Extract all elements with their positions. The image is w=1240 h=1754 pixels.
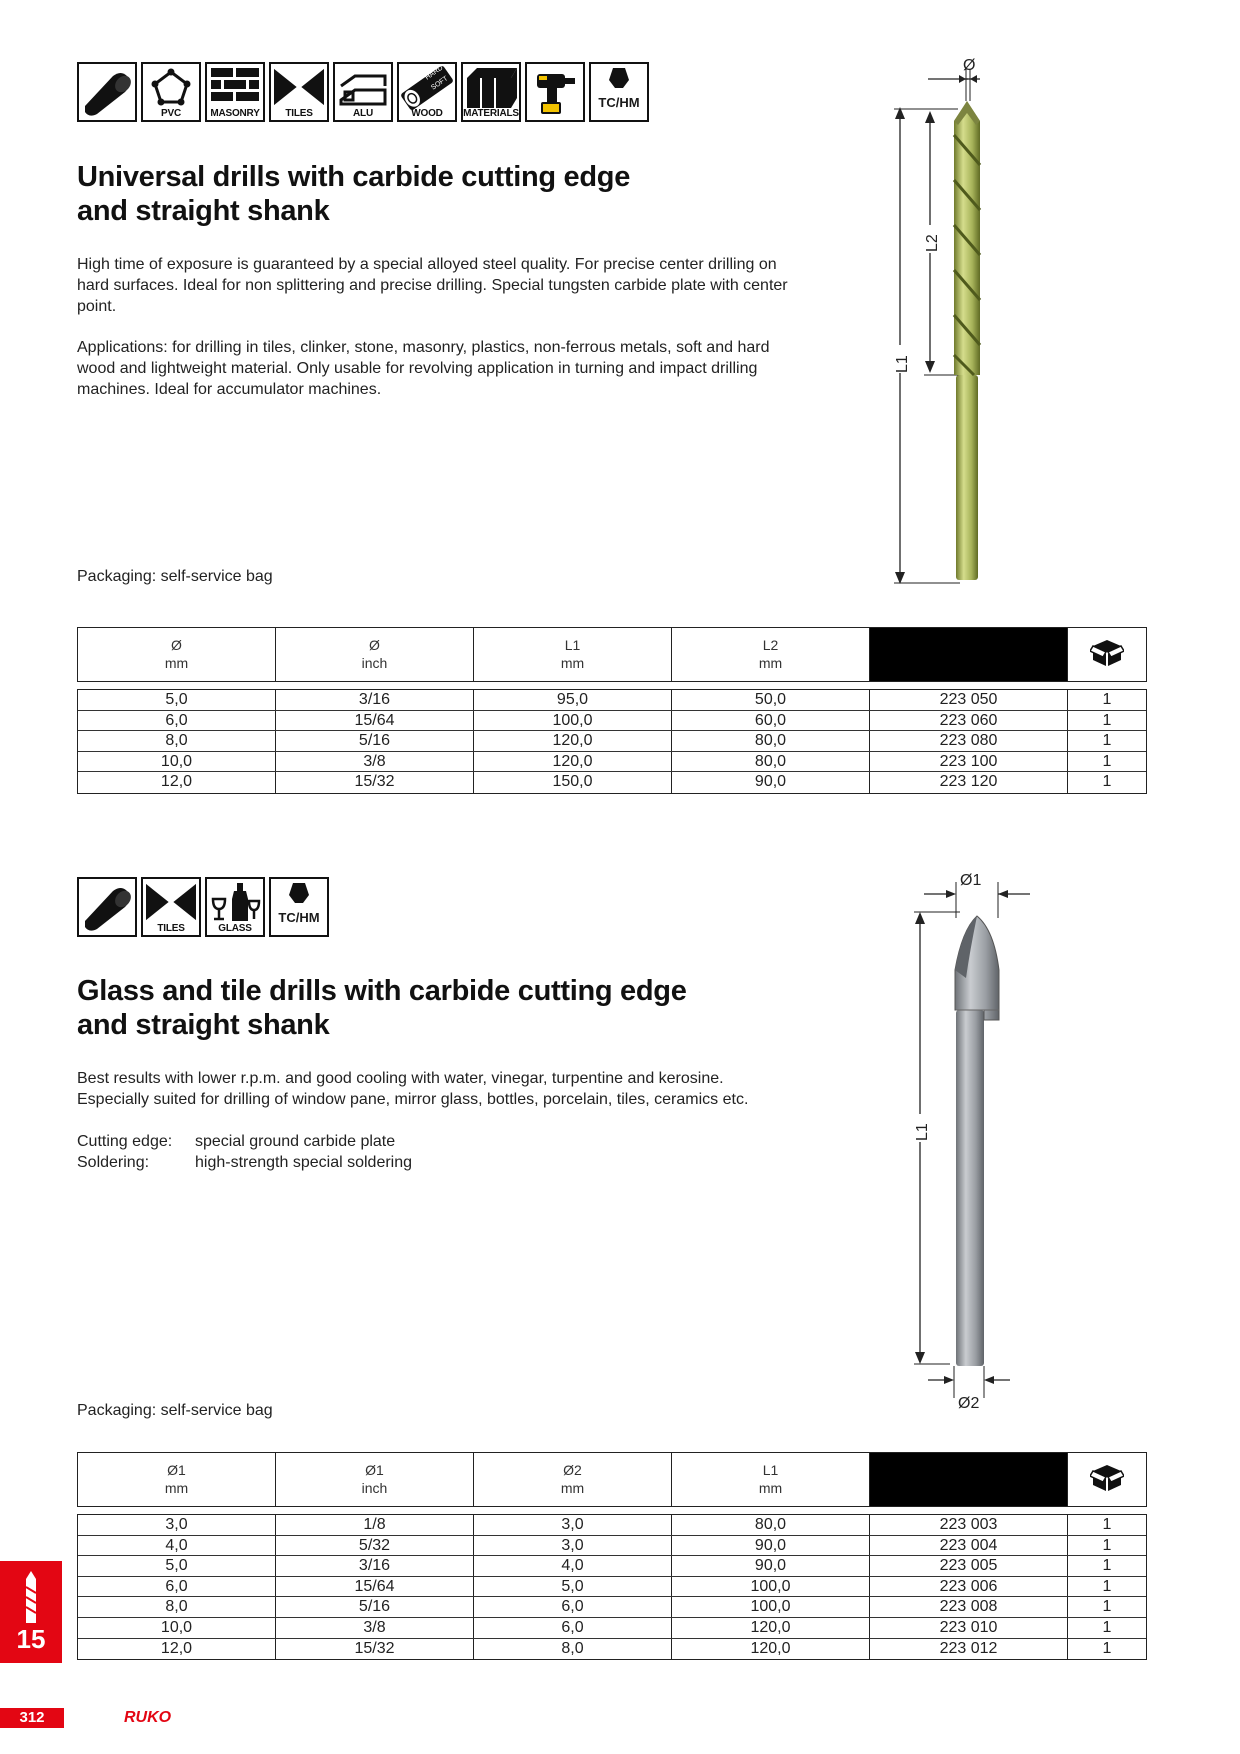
- table-cell: 90,0: [672, 1536, 870, 1556]
- tc-hm-icon: [589, 62, 649, 122]
- packaging-note: Packaging: self-service bag: [77, 1402, 273, 1419]
- svg-text:HARD: HARD: [424, 64, 445, 82]
- column-header: L1 mm: [474, 628, 672, 681]
- table-cell: 1: [1102, 1557, 1112, 1575]
- alu-icon: [333, 62, 393, 122]
- table-cell: 8,0: [78, 1597, 276, 1617]
- table-cell: 1: [1102, 1516, 1112, 1533]
- materials-label: MATERIALS: [463, 108, 519, 119]
- table-cell: 1/8: [276, 1515, 474, 1535]
- article-number-cell: 223 010: [870, 1618, 1068, 1638]
- spec-table-header-2: [77, 1452, 1147, 1507]
- table-row[interactable]: [78, 731, 1146, 752]
- table-cell: 150,0: [474, 772, 672, 793]
- table-cell: 5/32: [276, 1536, 474, 1556]
- title-line-1: Glass and tile drills with carbide cutting edge: [77, 975, 687, 1007]
- cordless-drill-icon: [525, 62, 585, 122]
- table-cell: 6,0: [474, 1597, 672, 1617]
- applications-paragraph: Applications: for drilling in tiles, clinker, stone, masonry, plastics, non-ferrous metals, soft and hard wood and lightweight material. Only usable for revolving application in turning and impact drilling machines. Ideal for accumulator machines.: [77, 339, 770, 398]
- package-quantity-header: [1068, 1453, 1146, 1506]
- masonry-icon: [205, 62, 265, 122]
- table-row[interactable]: [78, 1618, 1146, 1639]
- soldering-label: Soldering:: [77, 1154, 150, 1171]
- table-cell: 10,0: [78, 752, 276, 772]
- table-cell: 3/8: [276, 1618, 474, 1638]
- table-cell: 100,0: [474, 711, 672, 731]
- table-cell: 1: [1102, 773, 1112, 791]
- brand-logo: RUKO: [124, 1709, 172, 1726]
- soldering-value: high-strength special soldering: [195, 1154, 413, 1171]
- table-cell: 6,0: [78, 711, 276, 731]
- table-cell: 3/16: [276, 1556, 474, 1576]
- tiles-icon: [141, 877, 201, 937]
- table-cell: 95,0: [474, 690, 672, 710]
- table-row[interactable]: [78, 1515, 1146, 1536]
- section-title-glass-tile: [77, 974, 687, 1042]
- article-number-header: [870, 1453, 1068, 1506]
- table-cell: 10,0: [78, 1618, 276, 1638]
- table-row[interactable]: [78, 772, 1146, 793]
- package-box-icon: [1090, 1463, 1124, 1493]
- page-number: 312: [0, 1708, 64, 1728]
- wood-label: WOOD: [411, 108, 443, 119]
- wood-icon: [397, 62, 457, 122]
- table-cell: 5,0: [474, 1577, 672, 1597]
- dim-diameter2-label: Ø2: [958, 1395, 980, 1412]
- column-header: Ø inch: [276, 628, 474, 681]
- materials-icon: [461, 62, 521, 122]
- tc-hm-icon: [269, 877, 329, 937]
- table-cell: 6,0: [78, 1577, 276, 1597]
- table-cell: 1: [1102, 691, 1112, 708]
- metal-rod-icon: [77, 62, 137, 122]
- article-number-cell: 223 060: [870, 711, 1068, 731]
- description-paragraph: Best results with lower r.p.m. and good cooling with water, vinegar, turpentine and kerosine. Especially suited for drilling of window pane, mirror glass, bottles, porcelain, tiles, ceramics etc.: [77, 1070, 749, 1108]
- table-cell: 3,0: [474, 1536, 672, 1556]
- alu-label: ALU: [353, 108, 373, 119]
- svg-text:SOFT: SOFT: [430, 75, 450, 92]
- drill-bit-icon: [20, 1569, 42, 1627]
- chapter-number: 15: [16, 1624, 46, 1654]
- table-row[interactable]: [78, 1597, 1146, 1618]
- table-cell: 15/64: [276, 1577, 474, 1597]
- article-number-cell: 223 005: [870, 1556, 1068, 1576]
- table-cell: 120,0: [474, 731, 672, 751]
- column-header: Ø1 mm: [78, 1453, 276, 1506]
- dim-l1-label: L1: [894, 355, 911, 373]
- title-line-2: and straight shank: [77, 1009, 330, 1041]
- table-cell: 4,0: [474, 1556, 672, 1576]
- title-line-2: and straight shank: [77, 195, 330, 227]
- table-cell: 1: [1102, 711, 1112, 729]
- article-number-cell: 223 080: [870, 731, 1068, 751]
- table-cell: 90,0: [672, 772, 870, 793]
- description-paragraph: High time of exposure is guaranteed by a special alloyed steel quality. For precise center drilling on hard surfaces. Ideal for non splittering and precise drilling. Special tungsten carbide plate with center point.: [77, 256, 788, 315]
- table-row[interactable]: [78, 690, 1146, 711]
- table-cell: 1: [1102, 1639, 1112, 1657]
- table-cell: 8,0: [78, 731, 276, 751]
- cutting-edge-label: Cutting edge:: [77, 1133, 173, 1150]
- table-cell: 100,0: [672, 1597, 870, 1617]
- column-header: Ø mm: [78, 628, 276, 681]
- dim-diameter1-label: Ø1: [960, 872, 982, 889]
- table-cell: 3/16: [276, 690, 474, 710]
- dim-l2-label: L2: [924, 234, 941, 252]
- table-cell: 80,0: [672, 1515, 870, 1535]
- material-icon-strip-1: [77, 62, 649, 122]
- table-cell: 5/16: [276, 731, 474, 751]
- table-row[interactable]: [78, 1556, 1146, 1577]
- table-cell: 15/64: [276, 711, 474, 731]
- table-cell: 60,0: [672, 711, 870, 731]
- spec-table-header-1: [77, 627, 1147, 682]
- table-cell: 5,0: [78, 690, 276, 710]
- table-cell: 80,0: [672, 752, 870, 772]
- spec-table-body-1: [77, 689, 1147, 794]
- column-header: Ø1 inch: [276, 1453, 474, 1506]
- package-box-icon: [1090, 638, 1124, 668]
- article-number-cell: 223 008: [870, 1597, 1068, 1617]
- pvc-label: PVC: [161, 108, 181, 119]
- section-title-universal: [77, 160, 630, 228]
- article-number-cell: 223 100: [870, 752, 1068, 772]
- drill-drawing-universal: [870, 55, 1030, 595]
- cutting-edge-value: special ground carbide plate: [195, 1133, 396, 1150]
- metal-rod-icon: [77, 877, 137, 937]
- article-number-cell: 223 012: [870, 1639, 1068, 1660]
- article-number-cell: 223 006: [870, 1577, 1068, 1597]
- tc-hm-label: TC/HM: [278, 910, 320, 925]
- title-line-1: Universal drills with carbide cutting edge: [77, 161, 631, 193]
- table-cell: 120,0: [672, 1639, 870, 1660]
- tiles-icon: [269, 62, 329, 122]
- glass-icon: [205, 877, 265, 937]
- article-number-cell: 223 003: [870, 1515, 1068, 1535]
- table-cell: 80,0: [672, 731, 870, 751]
- table-cell: 5,0: [78, 1556, 276, 1576]
- table-cell: 1: [1102, 732, 1112, 750]
- dim-diameter-label: Ø: [963, 57, 976, 74]
- table-cell: 12,0: [78, 1639, 276, 1660]
- table-cell: 90,0: [672, 1556, 870, 1576]
- table-row[interactable]: [78, 1577, 1146, 1598]
- table-cell: 6,0: [474, 1618, 672, 1638]
- table-cell: 15/32: [276, 1639, 474, 1660]
- table-cell: 4,0: [78, 1536, 276, 1556]
- packaging-note: Packaging: self-service bag: [77, 568, 273, 585]
- spec-table-body-2: [77, 1514, 1147, 1660]
- material-icon-strip-2: [77, 877, 329, 937]
- pvc-icon: [141, 62, 201, 122]
- table-cell: 3/8: [276, 752, 474, 772]
- table-row[interactable]: [78, 711, 1146, 732]
- table-cell: 1: [1102, 1536, 1112, 1554]
- table-cell: 1: [1102, 1577, 1112, 1595]
- column-header: Ø2 mm: [474, 1453, 672, 1506]
- tc-hm-label: TC/HM: [598, 95, 640, 110]
- glass-label: GLASS: [218, 923, 252, 934]
- package-quantity-header: [1068, 628, 1146, 681]
- table-cell: 3,0: [474, 1515, 672, 1535]
- chapter-tab[interactable]: [0, 1561, 62, 1663]
- table-cell: 1: [1102, 1618, 1112, 1636]
- article-number-cell: 223 004: [870, 1536, 1068, 1556]
- soldering-row: [77, 1152, 412, 1173]
- cutting-edge-row: [77, 1131, 395, 1152]
- column-header: L1 mm: [672, 1453, 870, 1506]
- table-cell: 15/32: [276, 772, 474, 793]
- table-cell: 1: [1102, 752, 1112, 770]
- table-row[interactable]: [78, 1639, 1146, 1660]
- tiles-label: TILES: [157, 923, 185, 934]
- drill-drawing-glass: [900, 870, 1050, 1420]
- table-row[interactable]: [78, 752, 1146, 773]
- table-cell: 120,0: [474, 752, 672, 772]
- table-cell: 50,0: [672, 690, 870, 710]
- column-header: L2 mm: [672, 628, 870, 681]
- article-number-header: [870, 628, 1068, 681]
- table-cell: 3,0: [78, 1515, 276, 1535]
- table-cell: 1: [1102, 1598, 1112, 1616]
- dim-l1-label: L1: [914, 1123, 931, 1141]
- article-number-cell: 223 050: [870, 690, 1068, 710]
- tiles-label: TILES: [285, 108, 313, 119]
- masonry-label: MASONRY: [210, 108, 260, 119]
- table-cell: 100,0: [672, 1577, 870, 1597]
- table-row[interactable]: [78, 1536, 1146, 1557]
- table-cell: 5/16: [276, 1597, 474, 1617]
- article-number-cell: 223 120: [870, 772, 1068, 793]
- table-cell: 12,0: [78, 772, 276, 793]
- table-cell: 120,0: [672, 1618, 870, 1638]
- table-cell: 8,0: [474, 1639, 672, 1660]
